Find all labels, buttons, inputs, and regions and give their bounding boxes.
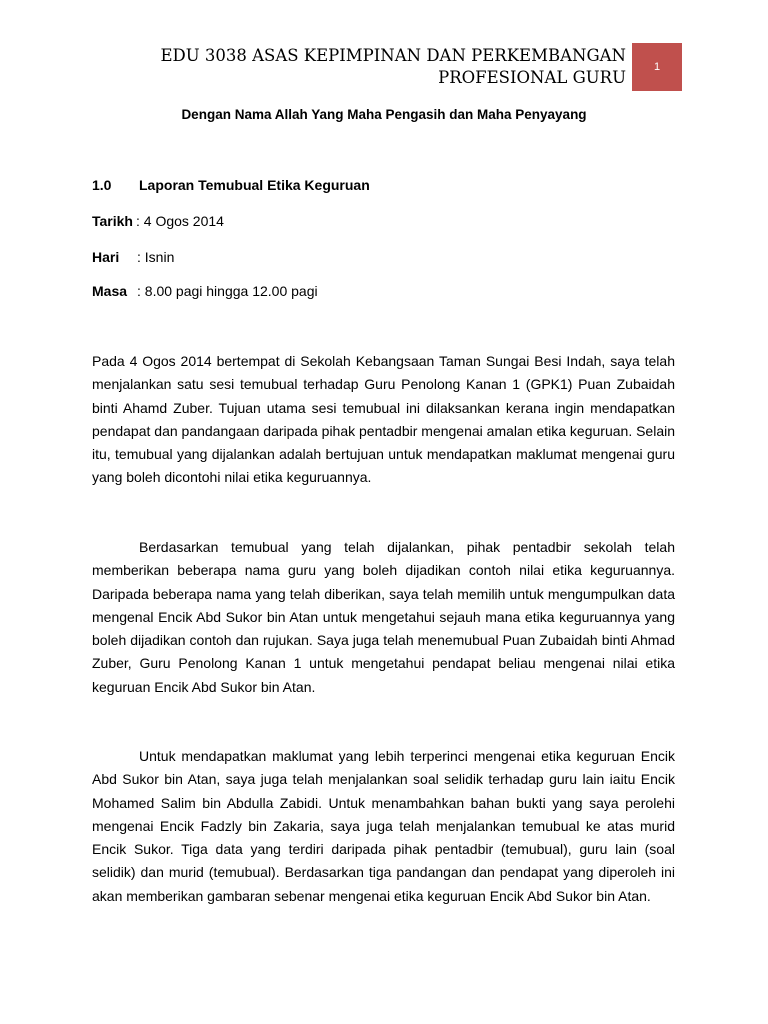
date-value: : 4 Ogos 2014 [135, 213, 224, 229]
section-title: Laporan Temubual Etika Keguruan [139, 177, 370, 193]
date-label: Tarikh [92, 213, 133, 229]
page-number: 1 [653, 61, 661, 73]
date-row [92, 212, 224, 230]
opening-greeting: Dengan Nama Allah Yang Maha Pengasih dan Maha Penyayang [181, 107, 587, 122]
section-heading [92, 176, 370, 194]
paragraph-text: Untuk mendapatkan maklumat yang lebih terperinci mengenai etika keguruan Encik Abd Sukor bin Atan, saya juga telah menjalankan soal selidik terhadap guru lain iaitu Encik Mohamed Salim bin Abdulla Zabidi. Untuk menambahkan bahan bukti yang saya perolehi mengenai Encik Fadzly bin Zakaria, saya juga telah menjalankan temubual ke atas murid Encik Sukor. Tiga data yang terdiri daripada pihak pentadbir (temubual), guru lain (soal selidik) dan murid (temubual). Berdasarkan tiga pandangan dan pendapat yang diperoleh ini akan memberikan gambaran sebenar mengenai etika keguruan Encik Abd Sukor bin Atan. [92, 748, 675, 904]
paragraph-text: Pada 4 Ogos 2014 bertempat di Sekolah Kebangsaan Taman Sungai Besi Indah, saya telah menjalankan satu sesi temubual terhadap Guru Penolong Kanan 1 (GPK1) Puan Zubaidah binti Ahamd Zuber. Tujuan utama sesi temubual ini dilaksankan kerana ingin mendapatkan pendapat dan pandangaan daripada pihak pentadbir mengenai amalan etika keguruan. Selain itu, temubual yang dijalankan adalah bertujuan untuk mendapatkan maklumat mengenai guru yang boleh dicontohi nilai etika keguruannya. [92, 353, 676, 486]
document-header-title: EDU 3038 ASAS KEPIMPINAN DAN PERKEMBANGAN PROFESIONAL GURU [160, 46, 626, 87]
time-value: : 8.00 pagi hingga 12.00 pagi [137, 283, 318, 299]
time-label: Masa [92, 283, 128, 299]
day-row [92, 248, 174, 266]
paragraph-3 [92, 745, 675, 908]
day-label: Hari [92, 249, 120, 265]
page-number-badge [632, 43, 682, 91]
day-value: : Isnin [137, 249, 175, 265]
time-row [92, 282, 318, 300]
paragraph-1 [92, 350, 675, 490]
paragraph-text: Berdasarkan temubual yang telah dijalankan, pihak pentadbir sekolah telah memberikan beberapa nama guru yang boleh dijadikan contoh nilai etika keguruannya. Daripada beberapa nama yang telah diberikan, saya telah memilih untuk mengumpulkan data mengenal Encik Abd Sukor bin Atan untuk mengetahui sejauh mana etika keguruannya yang boleh dijadikan contoh dan rujukan. Saya juga telah menemubual Puan Zubaidah binti Ahmad Zuber, Guru Penolong Kanan 1 untuk mengetahui pendapat beliau mengenai nilai etika keguruan Encik Abd Sukor bin Atan. [92, 539, 675, 695]
paragraph-2 [92, 536, 675, 699]
section-number: 1.0 [92, 177, 112, 193]
